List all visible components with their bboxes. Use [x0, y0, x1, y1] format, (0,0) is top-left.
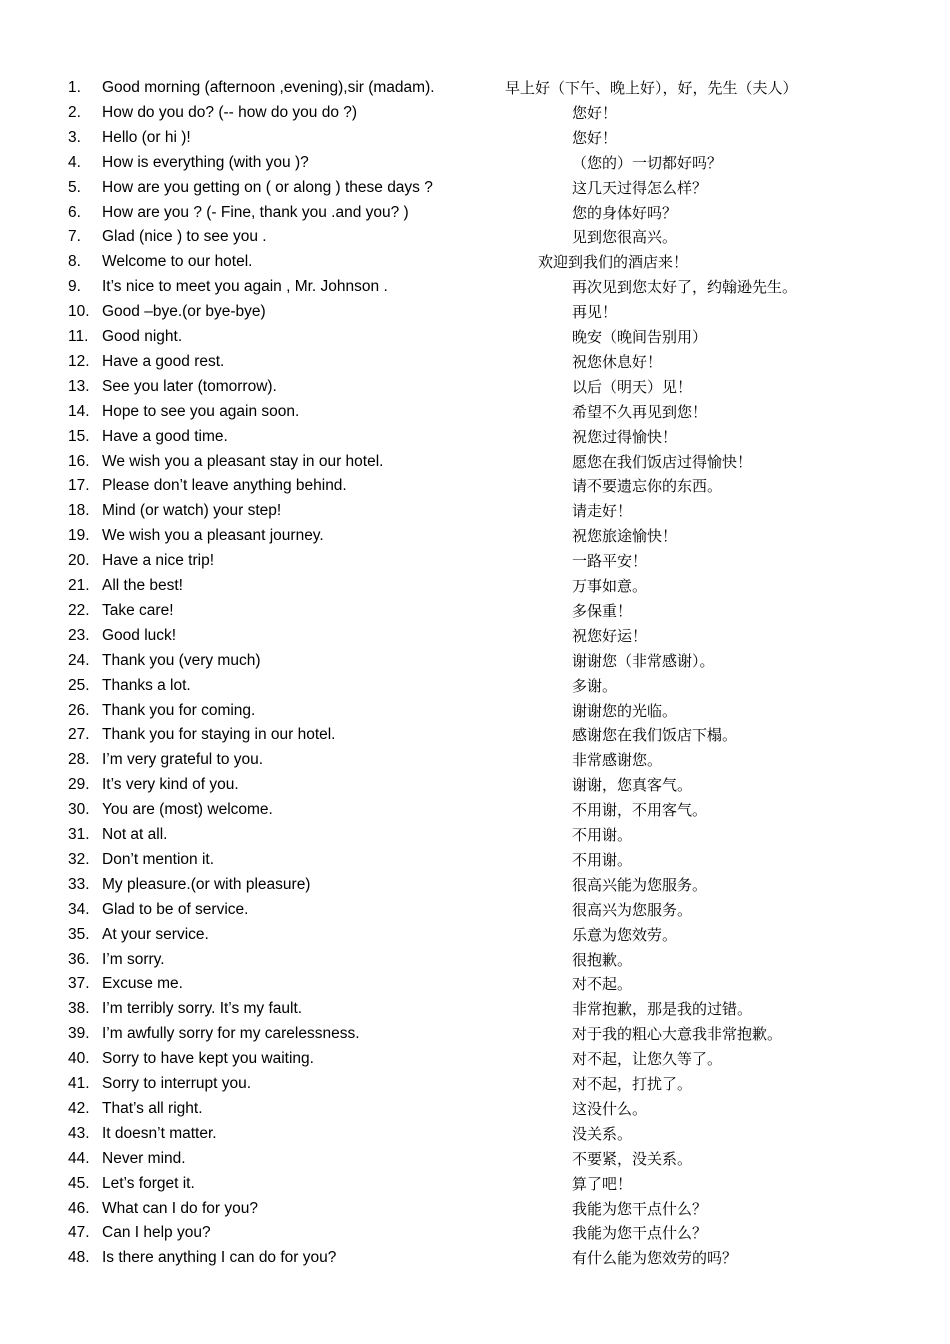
phrase-number: 24. [68, 651, 90, 669]
phrase-row [0, 452, 950, 477]
phrase-number: 8. [68, 253, 81, 271]
phrase-row [0, 1149, 950, 1174]
phrase-chinese: 见到您很高兴。 [572, 228, 678, 247]
phrase-english: Welcome to our hotel. [102, 253, 253, 271]
phrase-english: Good night. [102, 328, 183, 345]
phrase-english: Let’s forget it. [102, 1174, 195, 1192]
phrase-row [0, 103, 950, 128]
phrase-row [0, 875, 950, 900]
phrase-english: I’m very grateful to you. [102, 751, 264, 769]
phrase-english: Excuse me. [102, 975, 183, 993]
phrase-row [0, 1124, 950, 1149]
phrase-english: I’m sorry. [102, 950, 165, 968]
phrase-chinese: 很抱歉。 [572, 950, 633, 969]
phrase-number: 36. [68, 950, 90, 968]
phrase-number: 27. [68, 726, 90, 744]
phrase-chinese: 祝您好运！ [572, 626, 648, 645]
phrase-row [0, 252, 950, 277]
phrase-row [0, 178, 950, 203]
phrase-number: 29. [68, 776, 90, 794]
phrase-chinese: 万事如意。 [572, 577, 648, 595]
phrase-row [0, 1024, 950, 1049]
phrase-number: 40. [68, 1050, 90, 1068]
phrase-chinese: 对于我的粗心大意我非常抱歉。 [572, 1025, 783, 1044]
phrase-english: You are (most) welcome. [102, 801, 273, 819]
phrase-number: 39. [68, 1025, 90, 1043]
phrase-english: Thank you for staying in our hotel. [102, 726, 336, 744]
phrase-row [0, 974, 950, 999]
phrase-chinese: 感谢您在我们饭店下榻。 [572, 726, 738, 745]
phrase-number: 7. [68, 228, 81, 246]
phrase-english: At your service. [102, 925, 209, 943]
phrase-chinese: 乐意为您效劳。 [572, 925, 678, 944]
phrase-chinese: 欢迎到我们的酒店来！ [538, 253, 689, 272]
phrase-number: 35. [68, 925, 90, 943]
phrase-number: 48. [68, 1249, 90, 1267]
phrase-chinese: 再次见到您太好了，约翰逊先生。 [572, 278, 798, 297]
phrase-number: 47. [68, 1224, 90, 1242]
phrase-number: 3. [68, 128, 81, 146]
phrase-english: Not at all. [102, 826, 168, 843]
phrase-number: 38. [68, 1000, 90, 1018]
phrase-row [0, 725, 950, 750]
phrase-number: 32. [68, 850, 90, 868]
phrase-row [0, 526, 950, 551]
phrase-number: 37. [68, 975, 90, 993]
phrase-english: How is everything (with you )? [102, 153, 309, 171]
phrase-number: 31. [68, 826, 90, 843]
phrase-english: Sorry to have kept you waiting. [102, 1050, 314, 1068]
phrase-chinese: 谢谢您（非常感谢）。 [572, 651, 715, 670]
phrase-number: 17. [68, 477, 90, 495]
phrase-number: 25. [68, 676, 90, 694]
phrase-row [0, 1074, 950, 1099]
phrase-english: I’m terribly sorry. It’s my fault. [102, 1000, 303, 1018]
phrase-number: 4. [68, 153, 81, 171]
phrase-row [0, 825, 950, 850]
phrase-chinese: 谢谢，您真客气。 [572, 776, 693, 795]
phrase-english: Thank you for coming. [102, 701, 256, 719]
phrase-chinese: 祝您休息好！ [572, 352, 663, 371]
phrase-chinese: 不要紧，没关系。 [572, 1149, 693, 1168]
phrase-number: 6. [68, 203, 81, 221]
phrase-number: 15. [68, 427, 90, 445]
phrase-english: Hope to see you again soon. [102, 402, 300, 420]
phrase-english: Glad (nice ) to see you . [102, 228, 267, 246]
phrase-english: Never mind. [102, 1149, 186, 1167]
phrase-english: We wish you a pleasant stay in our hotel. [102, 452, 384, 470]
phrase-number: 34. [68, 900, 90, 918]
phrase-row [0, 800, 950, 825]
phrase-chinese: 希望不久再见到您！ [572, 402, 708, 421]
phrase-row [0, 1223, 950, 1248]
phrase-chinese: 对不起，打扰了。 [572, 1075, 693, 1093]
phrase-chinese: 晚安（晚间告别用） [572, 328, 708, 346]
phrase-chinese: 很高兴为您服务。 [572, 900, 693, 919]
phrase-number: 42. [68, 1099, 90, 1117]
phrase-number: 10. [68, 303, 90, 321]
phrase-row [0, 277, 950, 302]
phrase-row [0, 327, 950, 352]
phrase-chinese: 对不起。 [572, 975, 633, 994]
phrase-number: 12. [68, 352, 90, 370]
phrase-number: 18. [68, 502, 90, 520]
phrase-number: 20. [68, 552, 90, 570]
phrase-number: 13. [68, 377, 90, 395]
phrase-english: Take care! [102, 601, 174, 619]
phrase-chinese: 有什么能为您效劳的吗？ [572, 1249, 738, 1268]
phrase-row [0, 850, 950, 875]
phrase-chinese: 早上好（下午、晚上好），好，先生（夫人） [505, 79, 798, 97]
phrase-row [0, 352, 950, 377]
phrase-chinese: 不用谢，不用客气。 [572, 801, 708, 820]
phrase-chinese: 愿您在我们饭店过得愉快！ [572, 452, 753, 471]
phrase-row [0, 925, 950, 950]
phrase-number: 21. [68, 577, 90, 594]
phrase-english: Have a nice trip! [102, 552, 214, 570]
phrase-row [0, 128, 950, 153]
phrase-chinese: 一路平安！ [572, 552, 648, 571]
phrase-english: Sorry to interrupt you. [102, 1075, 252, 1092]
phrase-row [0, 626, 950, 651]
phrase-english: What can I do for you? [102, 1199, 258, 1217]
phrase-english: My pleasure.(or with pleasure) [102, 875, 311, 893]
phrase-chinese: 您的身体好吗？ [572, 203, 678, 222]
phrase-number: 14. [68, 402, 90, 420]
phrase-row [0, 1248, 950, 1273]
phrase-chinese: 请不要遗忘你的东西。 [572, 477, 723, 496]
phrase-number: 22. [68, 601, 90, 619]
phrase-chinese: 您好！ [572, 103, 618, 122]
phrase-chinese: （您的）一切都好吗？ [572, 153, 723, 172]
phrase-number: 43. [68, 1124, 90, 1142]
phrase-row [0, 1174, 950, 1199]
phrase-chinese: 请走好！ [572, 502, 633, 521]
phrase-english: We wish you a pleasant journey. [102, 527, 324, 545]
phrase-chinese: 我能为您干点什么？ [572, 1224, 708, 1243]
phrase-chinese: 祝您旅途愉快！ [572, 527, 678, 546]
phrase-english: Thank you (very much) [102, 651, 261, 669]
phrase-english: Good –bye.(or bye-bye) [102, 303, 266, 321]
phrase-row [0, 676, 950, 701]
phrase-english: Good luck! [102, 626, 177, 644]
phrase-chinese: 算了吧！ [572, 1174, 633, 1193]
phrase-row [0, 476, 950, 501]
phrase-chinese: 非常抱歉，那是我的过错。 [572, 1000, 753, 1019]
phrase-number: 11. [68, 328, 89, 345]
phrase-english: All the best! [102, 577, 183, 594]
phrase-english: Don’t mention it. [102, 850, 214, 868]
phrase-row [0, 601, 950, 626]
phrase-english: That’s all right. [102, 1099, 203, 1117]
phrase-number: 44. [68, 1149, 90, 1167]
phrase-row [0, 1099, 950, 1124]
phrase-chinese: 对不起，让您久等了。 [572, 1050, 723, 1069]
phrase-number: 26. [68, 701, 90, 719]
phrase-row [0, 651, 950, 676]
phrase-english: How are you getting on ( or along ) these days ? [102, 178, 433, 196]
phrase-row [0, 1199, 950, 1224]
phrase-chinese: 很高兴能为您服务。 [572, 875, 708, 894]
phrase-row [0, 427, 950, 452]
phrase-english: Can I help you? [102, 1224, 211, 1242]
phrase-row [0, 750, 950, 775]
phrase-row [0, 775, 950, 800]
phrase-chinese: 非常感谢您。 [572, 751, 663, 770]
phrase-english: Thanks a lot. [102, 676, 191, 694]
phrase-chinese: 多谢。 [572, 676, 618, 695]
phrase-english: Please don’t leave anything behind. [102, 477, 347, 495]
phrase-chinese: 没关系。 [572, 1124, 633, 1143]
phrase-english: It doesn’t matter. [102, 1124, 217, 1142]
phrase-row [0, 203, 950, 228]
phrase-row [0, 227, 950, 252]
phrase-number: 19. [68, 527, 90, 545]
phrase-number: 16. [68, 452, 90, 470]
phrase-row [0, 501, 950, 526]
phrase-english: Mind (or watch) your step! [102, 502, 282, 520]
phrase-english: Have a good time. [102, 427, 228, 445]
phrase-number: 9. [68, 278, 81, 296]
phrase-number: 2. [68, 103, 81, 121]
phrase-english: Have a good rest. [102, 352, 225, 370]
phrase-chinese: 这没什么。 [572, 1099, 648, 1118]
phrase-row [0, 78, 950, 103]
phrase-english: Good morning (afternoon ,evening),sir (madam). [102, 79, 435, 96]
phrase-row [0, 999, 950, 1024]
phrase-chinese: 再见！ [572, 303, 618, 322]
phrase-number: 33. [68, 875, 90, 893]
phrase-row [0, 302, 950, 327]
phrase-number: 1. [68, 79, 81, 96]
phrase-english: Hello (or hi )! [102, 128, 191, 146]
phrase-chinese: 谢谢您的光临。 [572, 701, 678, 720]
phrase-number: 46. [68, 1199, 90, 1217]
phrase-chinese: 不用谢。 [572, 850, 633, 869]
phrase-english: I’m awfully sorry for my carelessness. [102, 1025, 360, 1043]
phrase-english: How do you do? (-- how do you do ?) [102, 103, 358, 121]
phrase-number: 45. [68, 1174, 90, 1192]
phrase-chinese: 祝您过得愉快！ [572, 427, 678, 446]
phrase-row [0, 701, 950, 726]
phrase-english: How are you ? (- Fine, thank you .and you? ) [102, 203, 409, 221]
phrase-number: 5. [68, 178, 81, 196]
phrase-english: See you later (tomorrow). [102, 377, 277, 395]
phrase-english: Is there anything I can do for you? [102, 1249, 337, 1267]
phrase-number: 30. [68, 801, 90, 819]
phrase-row [0, 576, 950, 601]
phrase-chinese: 您好！ [572, 128, 618, 147]
phrase-number: 23. [68, 626, 90, 644]
phrase-row [0, 153, 950, 178]
phrase-number: 41. [68, 1075, 90, 1092]
phrase-row [0, 900, 950, 925]
phrase-row [0, 1049, 950, 1074]
phrase-row [0, 950, 950, 975]
phrase-row [0, 551, 950, 576]
phrase-row [0, 402, 950, 427]
phrase-number: 28. [68, 751, 90, 769]
phrase-chinese: 这几天过得怎么样？ [572, 178, 708, 197]
phrase-english: It’s very kind of you. [102, 776, 239, 794]
phrase-chinese: 以后（明天）见！ [572, 377, 693, 396]
phrase-chinese: 我能为您干点什么？ [572, 1199, 708, 1218]
phrase-row [0, 377, 950, 402]
phrase-english: It’s nice to meet you again , Mr. Johnson . [102, 278, 388, 296]
phrase-chinese: 多保重！ [572, 601, 633, 620]
phrase-english: Glad to be of service. [102, 900, 249, 918]
phrase-chinese: 不用谢。 [572, 826, 633, 844]
